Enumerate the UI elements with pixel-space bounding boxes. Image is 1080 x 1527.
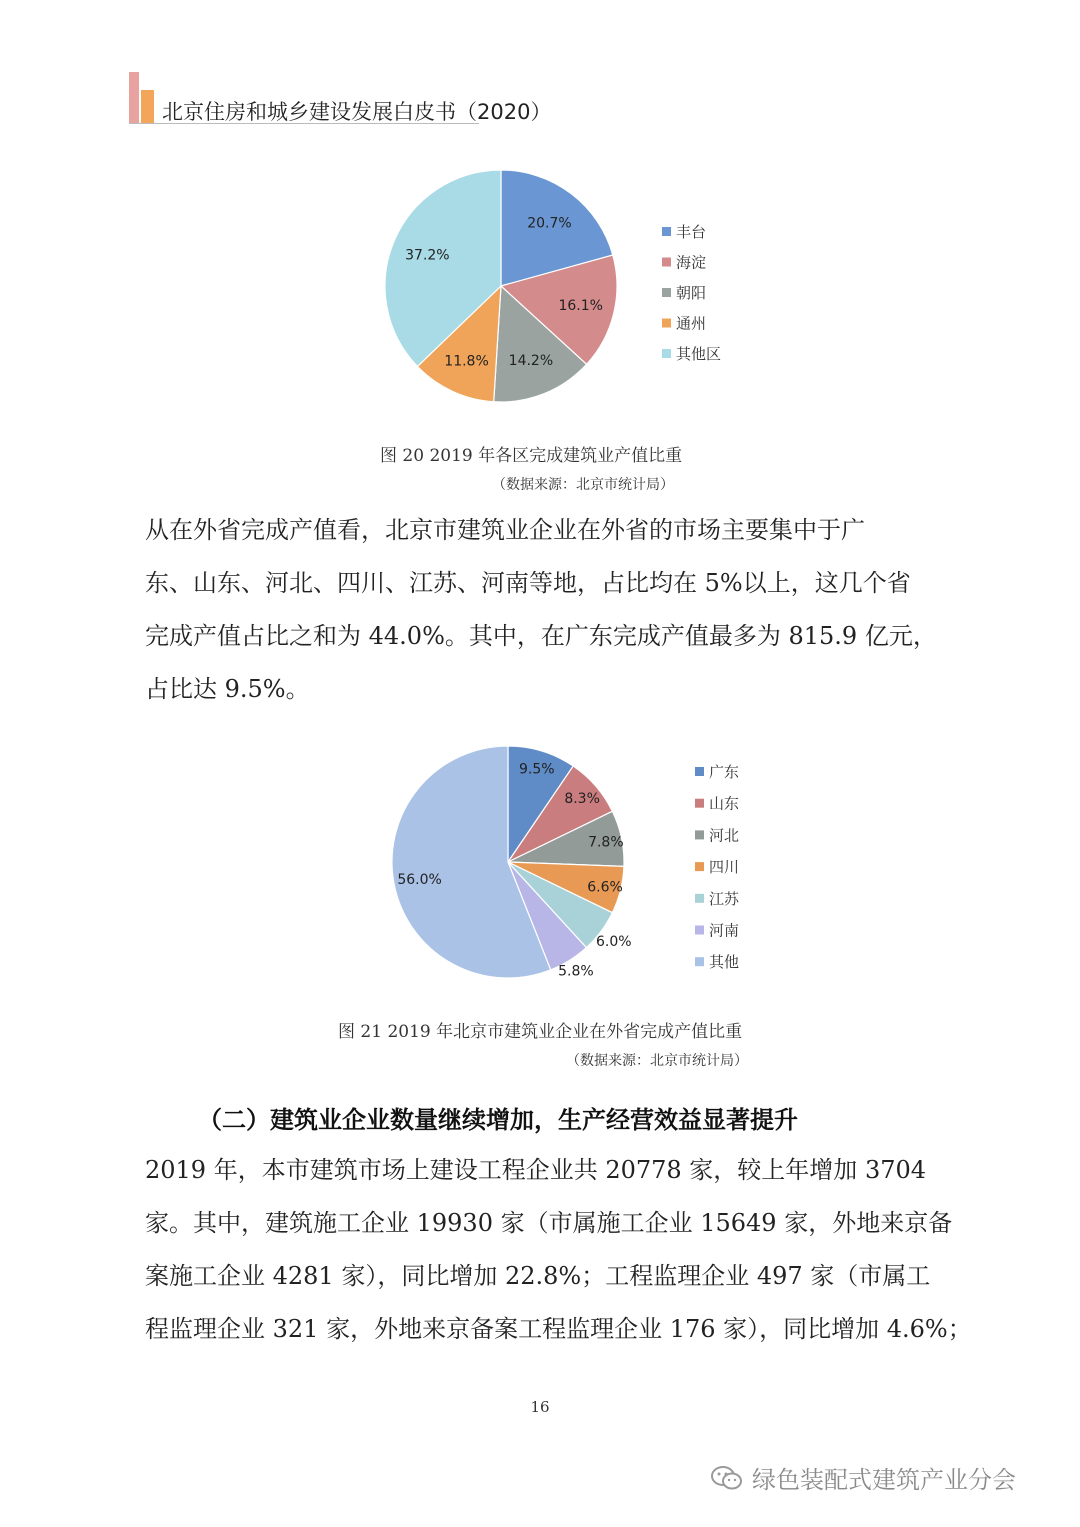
- pie-data-label: 20.7%: [527, 215, 572, 232]
- legend-swatch: [695, 926, 704, 935]
- legend-label: 朝阳: [676, 284, 707, 302]
- pie-data-label: 6.6%: [587, 879, 623, 896]
- paragraph-line: 完成产值占比之和为 44.0%。其中，在广东完成产值最多为 815.9 亿元，: [145, 622, 937, 650]
- document-header-title: 北京住房和城乡建设发展白皮书（2020）: [162, 100, 552, 124]
- paragraph-line: 从在外省完成产值看，北京市建筑业企业在外省的市场主要集中于广: [145, 516, 865, 544]
- legend-label: 江苏: [709, 889, 740, 908]
- pie-data-label: 16.1%: [558, 298, 603, 315]
- pie-chart-districts: [360, 160, 780, 420]
- paragraph-line: 东、山东、河北、四川、江苏、河南等地，占比均在 5%以上，这几个省: [145, 569, 911, 597]
- pie-data-label: 5.8%: [558, 963, 594, 980]
- pie-chart-provinces: [370, 736, 790, 996]
- legend-label: 山东: [709, 794, 740, 813]
- legend-label: 四川: [709, 858, 740, 877]
- figure-20-caption: 图 20 2019 年各区完成建筑业产值比重: [380, 446, 683, 466]
- legend-swatch: [662, 258, 671, 267]
- legend-label: 河南: [709, 921, 740, 940]
- pie-data-label: 8.3%: [564, 790, 600, 807]
- pie-data-label: 56.0%: [397, 871, 442, 888]
- paragraph-line: 占比达 9.5%。: [145, 675, 310, 703]
- legend-swatch: [695, 799, 704, 808]
- legend-swatch: [695, 830, 704, 839]
- paragraph-outside-province: [145, 504, 945, 716]
- page-number: 16: [530, 1398, 550, 1416]
- pie-data-label: 11.8%: [444, 353, 489, 370]
- pie-data-label: 14.2%: [508, 353, 554, 370]
- watermark: [710, 1460, 1016, 1498]
- pie-data-label: 7.8%: [588, 834, 624, 851]
- section-heading: （二）建筑业企业数量继续增加，生产经营效益显著提升: [198, 1106, 798, 1134]
- figure-21-source: （数据来源：北京市统计局）: [566, 1053, 748, 1069]
- header-accent-bar-orange: [141, 90, 154, 124]
- legend-swatch: [662, 349, 671, 358]
- paragraph-line: 家。其中，建筑施工企业 19930 家（市属施工企业 15649 家，外地来京备: [145, 1209, 953, 1237]
- pie-data-label: 6.0%: [596, 933, 632, 950]
- watermark-text: 绿色装配式建筑产业分会: [752, 1466, 1016, 1494]
- paragraph-enterprise-count: [145, 1144, 972, 1356]
- legend-swatch: [662, 288, 671, 297]
- legend-label: 通州: [676, 314, 707, 333]
- legend-label: 广东: [709, 763, 740, 781]
- legend-swatch: [662, 319, 671, 328]
- legend-label: 河北: [709, 826, 740, 845]
- pie-data-label: 37.2%: [405, 247, 450, 264]
- legend-label: 海淀: [676, 253, 707, 272]
- legend-label: 丰台: [676, 223, 707, 241]
- legend-swatch: [695, 894, 704, 903]
- figure-21-caption: 图 21 2019 年北京市建筑业企业在外省完成产值比重: [338, 1022, 743, 1042]
- legend-label: 其他区: [676, 345, 722, 363]
- paragraph-line: 程监理企业 321 家，外地来京备案工程监理企业 176 家），同比增加 4.6%；: [145, 1315, 972, 1343]
- legend-swatch: [662, 227, 671, 236]
- legend-swatch: [695, 957, 704, 966]
- pie-data-label: 9.5%: [519, 761, 555, 778]
- legend-swatch: [695, 862, 704, 871]
- wechat-icon: [710, 1464, 744, 1498]
- figure-20-source: （数据来源：北京市统计局）: [492, 477, 674, 493]
- paragraph-line: 案施工企业 4281 家），同比增加 22.8%；工程监理企业 497 家（市属工: [145, 1262, 931, 1290]
- paragraph-line: 2019 年，本市建筑市场上建设工程企业共 20778 家，较上年增加 3704: [145, 1156, 927, 1184]
- header-accent-bar: [129, 72, 139, 124]
- legend-label: 其他: [709, 953, 740, 972]
- legend-swatch: [695, 767, 704, 776]
